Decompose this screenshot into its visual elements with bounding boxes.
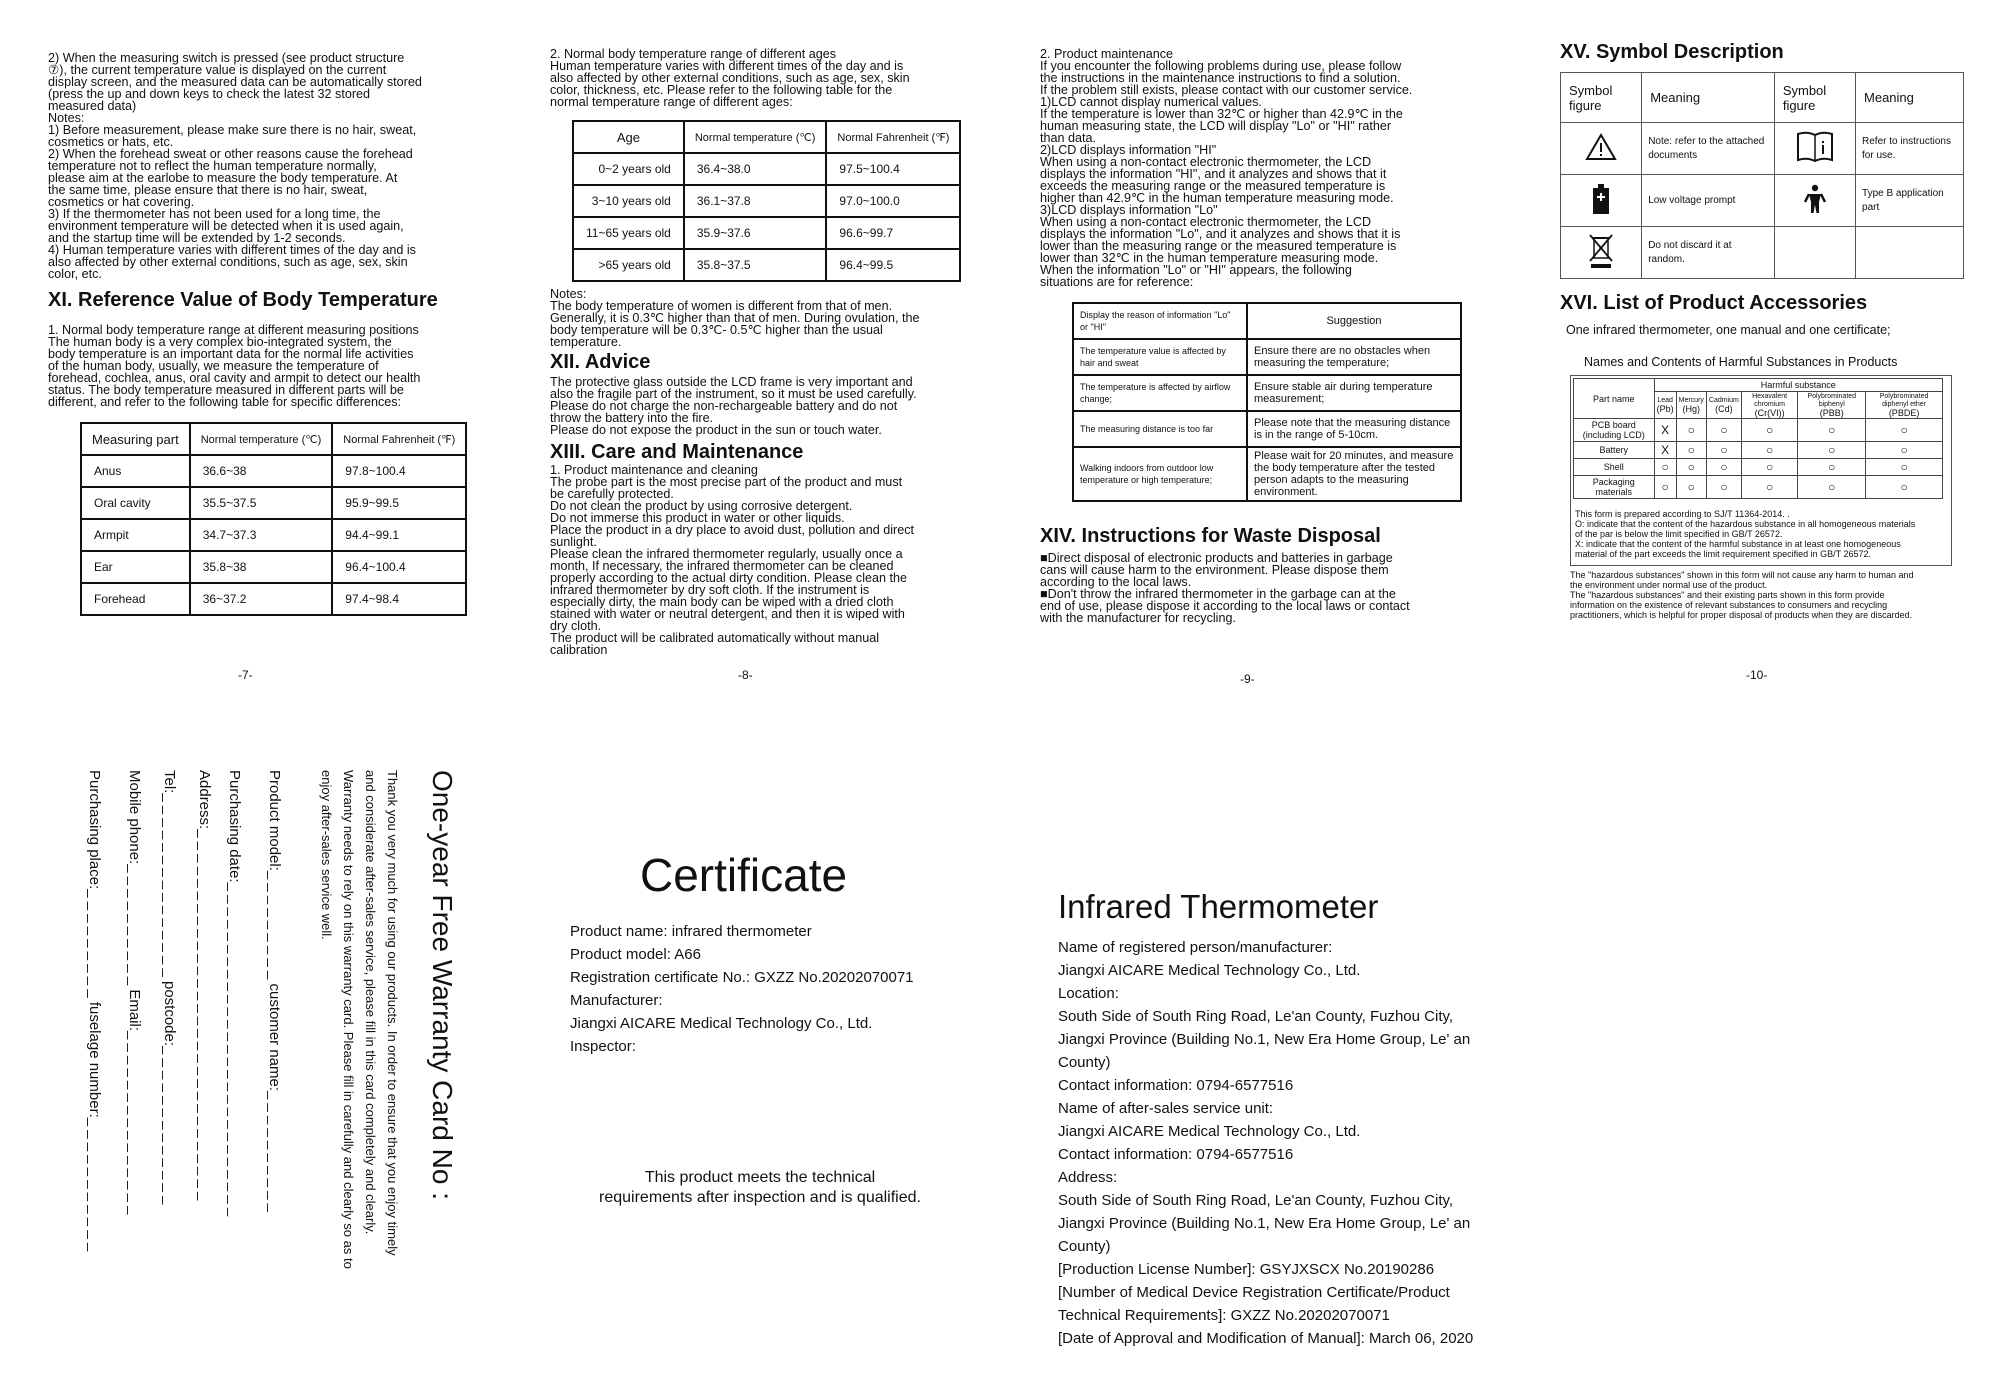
table-cell: 96.6~99.7 <box>826 217 960 249</box>
substance-name: Lead <box>1657 397 1673 404</box>
text-line: 4) Human temperature varies with different times of the day and is <box>48 243 416 257</box>
text-line: infrared thermometer by dry soft cloth. If the instrument is <box>550 583 870 597</box>
column-header <box>1741 392 1798 419</box>
text-line: please aim at the earlobe to measure the body temperature. At <box>48 171 398 185</box>
substance-symbol: (Cr(VI)) <box>1754 408 1785 418</box>
text-line: stained with water or neutral detergent, and then it is wiped with <box>550 607 905 621</box>
page8-intro <box>550 48 970 108</box>
page8-notes <box>550 288 970 348</box>
text-line: 2) When the forehead sweat or other reasons cause the forehead <box>48 147 413 161</box>
accessories-line: One infrared thermometer, one manual and one certificate; <box>1566 323 1891 337</box>
text-line: cosmetics or hats, etc. <box>48 135 174 149</box>
infrared-line: Technical Requirements]: GXZZ No.20202070071 <box>1058 1307 1390 1324</box>
table-cell: ○ <box>1866 459 1943 476</box>
certificate-details <box>570 920 980 1058</box>
note-line: practitioners, which is helpful for proper disposal of products when they are discarded. <box>1570 610 1913 620</box>
text-line: according to the local laws. <box>1040 575 1192 589</box>
table-cell: 36.6~38 <box>190 455 333 487</box>
table-cell: ○ <box>1676 459 1706 476</box>
column-header: Age <box>573 121 684 153</box>
table-cell: 97.4~98.4 <box>332 583 466 615</box>
manual-icon <box>1774 123 1855 175</box>
column-header <box>1706 392 1741 419</box>
page7-heading: XI. Reference Value of Body Temperature <box>48 289 438 311</box>
text-line: Please do not expose the product in the sun or touch water. <box>550 423 882 437</box>
table-cell: 36.1~37.8 <box>684 185 827 217</box>
table-row <box>573 249 960 281</box>
text-line: Please do not charge the non-rechargeable battery and do not <box>550 399 898 413</box>
table-cell: ○ <box>1741 459 1798 476</box>
table-header-row <box>573 121 960 153</box>
sym-header-1: Symbol figure <box>1561 73 1642 123</box>
text-line: When the information "Lo" or "HI" appears, the following <box>1040 263 1352 277</box>
text-line: cans will cause harm to the environment. Please dispose them <box>1040 563 1389 577</box>
text-line: measured data) <box>48 99 137 113</box>
warranty-text-2: and considerate after-sales service, please fill in this card completely and clearly. <box>363 770 378 1235</box>
harmful-footer <box>1570 570 1970 620</box>
warranty-text-4: enjoy after-sales service well. <box>319 770 334 940</box>
certificate <box>560 848 980 1208</box>
field-purchasing-place[interactable]: Purchasing place:_ _ _ _ _ _ _ _ _ fuselage number:_ _ _ _ _ _ _ _ _ _ _ <box>86 770 103 1252</box>
waste-text <box>1040 552 1460 624</box>
care-heading: XIII. Care and Maintenance <box>550 441 804 463</box>
text-line: with the manufacturer for recycling. <box>1040 611 1236 625</box>
infrared-line: Name of after-sales service unit: <box>1058 1100 1274 1117</box>
substance-symbol: (Cd) <box>1715 404 1733 414</box>
text-line: properly according to the actual dirty condition. Please clean the <box>550 571 908 585</box>
table-cell: The measuring distance is too far <box>1073 411 1247 447</box>
table-cell: 96.4~100.4 <box>332 551 466 583</box>
table-cell: ○ <box>1798 419 1866 442</box>
table-cell: 0~2 years old <box>573 153 684 185</box>
table-row <box>81 487 466 519</box>
table-cell: Ensure there are no obstacles when measuring the temperature; <box>1247 339 1461 375</box>
text-line: If the temperature is lower than 32℃ or higher than 42.9℃ in the <box>1040 107 1403 121</box>
table-cell: ○ <box>1866 476 1943 499</box>
column-header: Normal temperature (℃) <box>684 121 827 153</box>
sym-header-4: Meaning <box>1856 73 1964 123</box>
table-row <box>81 455 466 487</box>
text-line: 1)LCD cannot display numerical values. <box>1040 95 1262 109</box>
text-line: body temperature is an important data for the normal life activities <box>48 347 414 361</box>
text-line: status. The body temperature measured in different parts will be <box>48 383 404 397</box>
sym-empty-cell <box>1856 227 1964 279</box>
table-cell: ○ <box>1706 476 1741 499</box>
text-line: sunlight. <box>550 535 597 549</box>
column-header: Normal Fahrenheit (℉) <box>332 423 466 455</box>
substance-name: Polybrominated biphenyl <box>1807 393 1857 408</box>
table-cell: 3~10 years old <box>573 185 684 217</box>
text-line: The probe part is the most precise part of the product and must <box>550 475 903 489</box>
table-cell: Please note that the measuring distance is in the range of 5-10cm. <box>1247 411 1461 447</box>
table-cell: 96.4~99.5 <box>826 249 960 281</box>
column-header: Harmful substance <box>1654 379 1942 392</box>
table-cell: ○ <box>1798 476 1866 499</box>
table-row <box>81 551 466 583</box>
text-line: Please clean the infrared thermometer regularly, usually once a <box>550 547 903 561</box>
table-cell: Ensure stable air during temperature measurement; <box>1247 375 1461 411</box>
text-line: throw the battery into the fire. <box>550 411 714 425</box>
text-line: temperature. <box>550 335 622 349</box>
certificate-line: Manufacturer: <box>570 992 663 1009</box>
note-line: This form is prepared according to SJ/T 11364-2014. . <box>1575 509 1790 519</box>
text-line: calibration <box>550 643 608 657</box>
text-line: If the problem still exists, please contact with our customer service. <box>1040 83 1413 97</box>
table-cell: Battery <box>1574 442 1655 459</box>
sym-meaning-warning: Note: refer to the attached documents <box>1642 123 1775 175</box>
table-row <box>81 583 466 615</box>
sym-meaning-manual: Refer to instructions for use. <box>1856 123 1964 175</box>
table-row <box>1574 459 1943 476</box>
table-row <box>573 185 960 217</box>
infrared-line: Jiangxi Province (Building No.1, New Era Home Group, Le' an <box>1058 1215 1471 1232</box>
table-cell: ○ <box>1741 419 1798 442</box>
certificate-title: Certificate <box>640 849 848 901</box>
text-line: body temperature will be 0.3℃- 0.5℃ higher than the usual <box>550 323 883 337</box>
infrared-line: Jiangxi AICARE Medical Technology Co., Ltd. <box>1058 962 1361 979</box>
table-row <box>1073 447 1461 501</box>
care-text <box>550 464 970 656</box>
table-cell: 36~37.2 <box>190 583 333 615</box>
table-row <box>81 519 466 551</box>
text-line: than data. <box>1040 131 1097 145</box>
advice-heading: XII. Advice <box>550 351 651 373</box>
warranty-text-1: Thank you very much for using our products. In order to ensure that you enjoy timely <box>385 770 400 1256</box>
page9-number: -9- <box>1240 672 1255 686</box>
page9-text <box>1040 48 1460 288</box>
text-line: Do not clean the product by using corrosive detergent. <box>550 499 853 513</box>
text-line: of the human body, usually, we measure the temperature of <box>48 359 379 373</box>
sym-meaning-battery: Low voltage prompt <box>1642 175 1775 227</box>
text-line: 3)LCD displays information "Lo" <box>1040 203 1218 217</box>
table-cell: 97.8~100.4 <box>332 455 466 487</box>
table-cell: ○ <box>1676 419 1706 442</box>
field-product-model[interactable]: Product model:_ _ _ _ _ _ _ _ _ customer name:_ _ _ _ _ _ _ _ _ _ <box>266 770 283 1212</box>
table-cell: ○ <box>1654 459 1676 476</box>
table-cell: Anus <box>81 455 190 487</box>
note-line: X: indicate that the content of the harmful substance in at least one homogeneous <box>1575 539 1901 549</box>
text-line: Do not immerse this product in water or other liquids. <box>550 511 845 525</box>
lo-hi-suggestion-table <box>1072 302 1462 502</box>
certificate-footer-line-2: requirements after inspection and is qualified. <box>599 1189 921 1206</box>
text-line: When using a non-contact electronic thermometer, the LCD <box>1040 215 1372 229</box>
text-line: month, If necessary, the infrared thermometer can be cleaned <box>550 559 894 573</box>
text-line: 1. Product maintenance and cleaning <box>550 463 758 477</box>
text-line: situations are for reference: <box>1040 275 1194 289</box>
advice-text <box>550 376 970 436</box>
battery-icon <box>1561 175 1642 227</box>
text-line: 3) If the thermometer has not been used for a long time, the <box>48 207 381 221</box>
substance-name: Mercury <box>1678 397 1704 404</box>
certificate-line: Registration certificate No.: GXZZ No.20202070071 <box>570 969 914 986</box>
warranty-text-3: Warranty needs to rely on this warranty card. Please fill in carefully and clearly so as to <box>341 770 356 1269</box>
text-line: The protective glass outside the LCD frame is very important and <box>550 375 913 389</box>
column-header: Measuring part <box>81 423 190 455</box>
page10-number: -10- <box>1746 668 1768 682</box>
text-line: ⑦), the current temperature value is displayed on the current <box>48 63 387 77</box>
table-cell: X <box>1654 419 1676 442</box>
text-line: Notes: <box>550 287 587 301</box>
page-9 <box>1040 48 1460 624</box>
table-cell: The temperature value is affected by hair and sweat <box>1073 339 1247 375</box>
table-cell: 97.0~100.0 <box>826 185 960 217</box>
text-line: the instructions in the maintenance instructions to find a solution. <box>1040 71 1401 85</box>
infrared-line: South Side of South Ring Road, Le'an County, Fuzhou City, <box>1058 1192 1454 1209</box>
text-line: (press the up and down keys to check the latest 32 stored <box>48 87 371 101</box>
field-address[interactable]: Address:_ _ _ _ _ _ _ _ _ _ _ _ _ _ _ _ _ _ _ _ _ _ _ _ _ _ _ _ _ _ <box>196 770 213 1201</box>
table-row <box>1073 411 1461 447</box>
text-line: forehead, cochlea, anus, oral cavity and armpit to detect our health <box>48 371 421 385</box>
text-line: display screen, and the measured data can be automatically stored <box>48 75 422 89</box>
text-line: dry cloth. <box>550 619 602 633</box>
table-header-row <box>1574 379 1943 392</box>
sym-header-2: Meaning <box>1642 73 1775 123</box>
table-cell: ○ <box>1676 442 1706 459</box>
infrared-line: County) <box>1058 1238 1111 1255</box>
table-cell: ○ <box>1706 459 1741 476</box>
field-purchasing-date[interactable]: Purchasing date:_ _ _ _ _ _ _ _ _ _ _ _ _ _ _ _ _ _ _ _ _ _ _ _ _ _ _ <box>226 770 243 1217</box>
table-cell: Forehead <box>81 583 190 615</box>
text-line: The product will be calibrated automatically without manual <box>550 631 880 645</box>
page7-intro <box>48 52 468 280</box>
column-header <box>1676 392 1706 419</box>
harmful-box <box>1570 375 1952 566</box>
warranty-title: One-year Free Warranty Card No : <box>427 770 458 1200</box>
table-row <box>1574 419 1943 442</box>
table-cell: Armpit <box>81 519 190 551</box>
text-line: Generally, it is 0.3℃ higher than that of men. During ovulation, the <box>550 311 920 325</box>
table-cell: PCB board (including LCD) <box>1574 419 1655 442</box>
symbol-heading: XV. Symbol Description <box>1560 41 1784 63</box>
text-line: environment temperature will be detected when it is used again, <box>48 219 404 233</box>
weee-bin-icon <box>1561 227 1642 279</box>
warning-icon <box>1561 123 1642 175</box>
text-line: also affected by other external conditions, such as age, sex, skin <box>48 255 408 269</box>
table-cell: Walking indoors from outdoor low temperature or high temperature; <box>1073 447 1247 501</box>
page8-number: -8- <box>738 668 753 682</box>
table-row <box>1073 339 1461 375</box>
text-line: human measuring state, the LCD will display "Lo" or "HI" rather <box>1040 119 1392 133</box>
table-row <box>1574 476 1943 499</box>
certificate-line: Product model: A66 <box>570 946 701 963</box>
accessories-heading: XVI. List of Product Accessories <box>1560 292 1868 314</box>
table-cell: Shell <box>1574 459 1655 476</box>
text-line: lower than the measuring range or the measured temperature is <box>1040 239 1397 253</box>
column-header <box>1798 392 1866 419</box>
note-line: of the par is below the limit specified in GB/T 26572. <box>1575 529 1783 539</box>
field-tel[interactable]: Tel:_ _ _ _ _ _ _ _ _ _ _ _ _ _ _ postcode:_ _ _ _ _ _ _ _ _ _ _ _ _ <box>161 770 178 1205</box>
table-header-row <box>81 423 466 455</box>
table-cell: 35.5~37.5 <box>190 487 333 519</box>
text-line: Place the product in a dry place to avoid dust, pollution and direct <box>550 523 915 537</box>
text-line: higher than 42.9℃ in the human temperature measuring mode. <box>1040 191 1394 205</box>
note-line: O: indicate that the content of the hazardous substance in all homogeneous materials <box>1575 519 1916 529</box>
table-cell: ○ <box>1706 442 1741 459</box>
column-header: Part name <box>1574 379 1655 419</box>
table-cell: ○ <box>1866 442 1943 459</box>
table-cell: 35.8~38 <box>190 551 333 583</box>
text-line: be carefully protected. <box>550 487 674 501</box>
sym-meaning-weee: Do not discard it at random. <box>1642 227 1775 279</box>
note-line: The "hazardous substances" shown in this form will not cause any harm to human and <box>1570 570 1914 580</box>
page-10 <box>1560 40 1970 620</box>
text-line: If you encounter the following problems during use, please follow <box>1040 59 1402 73</box>
note-line: material of the part exceeds the limit requirement specified in GB/T 26572. <box>1575 549 1871 559</box>
table-cell: 11~65 years old <box>573 217 684 249</box>
table-cell: 94.4~99.1 <box>332 519 466 551</box>
text-line: Human temperature varies with different times of the day and is <box>550 59 904 73</box>
infrared-title: Infrared Thermometer <box>1058 888 1379 925</box>
infrared-info <box>1058 888 1518 1350</box>
harmful-title: Names and Contents of Harmful Substances in Products <box>1584 355 1898 369</box>
infrared-line: Contact information: 0794-6577516 <box>1058 1146 1294 1163</box>
table-cell: ○ <box>1741 442 1798 459</box>
table-cell: ○ <box>1706 419 1741 442</box>
text-line: displays the information "Lo", and it analyzes and shows that it is <box>1040 227 1401 241</box>
column-header <box>1654 392 1676 419</box>
column-header: Suggestion <box>1247 303 1461 339</box>
table-cell: Please wait for 20 minutes, and measure the body temperature after the tested person adapts to the measuring environment. <box>1247 447 1461 501</box>
field-mobile-phone[interactable]: Mobile phone:_ _ _ _ _ _ _ _ _ _ Email:_ _ _ _ _ _ _ _ _ _ _ _ _ _ _ <box>126 770 143 1215</box>
infrared-line: Name of registered person/manufacturer: <box>1058 939 1333 956</box>
infrared-line: South Side of South Ring Road, Le'an County, Fuzhou City, <box>1058 1008 1454 1025</box>
text-line: temperature not to reflect the human temperature normally, <box>48 159 377 173</box>
note-line: The "hazardous substances" and their existing parts shown in this form provide <box>1570 590 1885 600</box>
sym-empty-cell <box>1774 227 1855 279</box>
table-cell: ○ <box>1676 476 1706 499</box>
table-cell: Oral cavity <box>81 487 190 519</box>
text-line: lower than 32℃ in the human temperature measuring mode. <box>1040 251 1379 265</box>
table-cell: 95.9~99.5 <box>332 487 466 519</box>
table-cell: 35.9~37.6 <box>684 217 827 249</box>
substance-name: Cadmium <box>1708 397 1739 404</box>
symbol-table <box>1560 72 1964 279</box>
text-line: normal temperature range of different ages: <box>550 95 793 109</box>
substance-name: Polybrominated diphenyl ether <box>1879 393 1929 408</box>
table-cell: ○ <box>1654 476 1676 499</box>
table-cell: ○ <box>1741 476 1798 499</box>
infrared-line: Address: <box>1058 1169 1118 1186</box>
text-line: 2) When the measuring switch is pressed (see product structure <box>48 51 405 65</box>
table-cell: ○ <box>1798 459 1866 476</box>
text-line: 2. Normal body temperature range of different ages <box>550 47 837 61</box>
table-header-row <box>1073 303 1461 339</box>
text-line: different, and refer to the following table for specific differences: <box>48 395 402 409</box>
table-cell: 36.4~38.0 <box>684 153 827 185</box>
table-row <box>573 153 960 185</box>
text-line: exceeds the measuring range or the measured temperature is <box>1040 179 1386 193</box>
table-row <box>573 217 960 249</box>
text-line: also the fragile part of the instrument, so it must be used carefully. <box>550 387 917 401</box>
text-line: end of use, please dispose it according to the local laws or contact <box>1040 599 1410 613</box>
text-line: ■Don't throw the infrared thermometer in the garbage can at the <box>1040 587 1396 601</box>
text-line: The human body is a very complex bio-integrated system, the <box>48 335 392 349</box>
table-cell: The temperature is affected by airflow change; <box>1073 375 1247 411</box>
certificate-footer <box>560 1168 960 1208</box>
text-line: When using a non-contact electronic thermometer, the LCD <box>1040 155 1372 169</box>
text-line: especially dirty, the main body can be wiped with a dried cloth <box>550 595 894 609</box>
text-line: 1) Before measurement, please make sure there is no hair, sweat, <box>48 123 417 137</box>
text-line: color, thickness, etc. Please refer to the following table for the <box>550 83 893 97</box>
page7-number: -7- <box>238 668 253 682</box>
column-header: Normal Fahrenheit (℉) <box>826 121 960 153</box>
column-header: Normal temperature (℃) <box>190 423 333 455</box>
substance-symbol: (PBB) <box>1819 408 1844 418</box>
waste-heading: XIV. Instructions for Waste Disposal <box>1040 525 1381 547</box>
infrared-line: Jiangxi Province (Building No.1, New Era Home Group, Le' an <box>1058 1031 1471 1048</box>
column-header: Display the reason of information "Lo" or "HI" <box>1073 303 1247 339</box>
text-line: The body temperature of women is different from that of men. <box>550 299 893 313</box>
text-line: also affected by other external conditions, such as age, sex, skin <box>550 71 910 85</box>
person-icon <box>1774 175 1855 227</box>
table-cell: Ear <box>81 551 190 583</box>
harmful-notes <box>1575 509 1949 559</box>
infrared-line: [Production License Number]: GSYJXSCX No.20190286 <box>1058 1261 1435 1278</box>
sym-header-3: Symbol figure <box>1774 73 1855 123</box>
note-line: the environment under normal use of the product. <box>1570 580 1768 590</box>
certificate-line: Product name: infrared thermometer <box>570 923 812 940</box>
table-cell: ○ <box>1798 442 1866 459</box>
certificate-footer-line-1: This product meets the technical <box>644 1169 876 1186</box>
infrared-line: Location: <box>1058 985 1119 1002</box>
text-line: ■Direct disposal of electronic products and batteries in garbage <box>1040 551 1393 565</box>
page7-subheading: 1. Normal body temperature range at different measuring positions <box>48 323 419 337</box>
substance-symbol: (PBDE) <box>1888 408 1920 418</box>
text-line: 2. Product maintenance <box>1040 47 1174 61</box>
table-cell: Packaging materials <box>1574 476 1655 499</box>
text-line: and the startup time will be extended by 1-2 seconds. <box>48 231 346 245</box>
table-cell: 97.5~100.4 <box>826 153 960 185</box>
infrared-line: [Number of Medical Device Registration Certificate/Product <box>1058 1284 1450 1301</box>
text-line: Notes: <box>48 111 85 125</box>
text-line: the same time, please ensure that there is no hair, sweat, <box>48 183 368 197</box>
page-8 <box>550 48 970 656</box>
text-line: color, etc. <box>48 267 102 281</box>
certificate-line: Jiangxi AICARE Medical Technology Co., Ltd. <box>570 1015 873 1032</box>
page-7 <box>48 52 468 616</box>
substance-symbol: (Pb) <box>1656 404 1674 414</box>
certificate-line: Inspector: <box>570 1038 636 1055</box>
table-row <box>1574 442 1943 459</box>
infrared-line: County) <box>1058 1054 1111 1071</box>
text-line: cosmetics or hat covering. <box>48 195 195 209</box>
measuring-part-table <box>80 422 467 616</box>
table-cell: 35.8~37.5 <box>684 249 827 281</box>
infrared-details <box>1058 936 1518 1350</box>
table-cell: >65 years old <box>573 249 684 281</box>
table-cell: X <box>1654 442 1676 459</box>
sym-meaning-person: Type B application part <box>1856 175 1964 227</box>
page7-paragraph <box>48 336 468 408</box>
note-line: information on the existence of relevant substances to consumers and recycling <box>1570 600 1888 610</box>
substance-symbol: (Hg) <box>1682 404 1701 414</box>
table-cell: 34.7~37.3 <box>190 519 333 551</box>
text-line: 2)LCD displays information "HI" <box>1040 143 1217 157</box>
column-header <box>1866 392 1943 419</box>
infrared-line: Jiangxi AICARE Medical Technology Co., Ltd. <box>1058 1123 1361 1140</box>
substance-name: Hexavalent chromium <box>1752 393 1788 408</box>
table-row <box>1073 375 1461 411</box>
text-line: displays the information "HI", and it analyzes and shows that it <box>1040 167 1387 181</box>
infrared-line: Contact information: 0794-6577516 <box>1058 1077 1294 1094</box>
age-temperature-table <box>572 120 961 282</box>
table-cell: ○ <box>1866 419 1943 442</box>
harmful-substance-table <box>1573 378 1943 499</box>
infrared-line: [Date of Approval and Modification of Manual]: March 06, 2020 <box>1058 1330 1474 1347</box>
